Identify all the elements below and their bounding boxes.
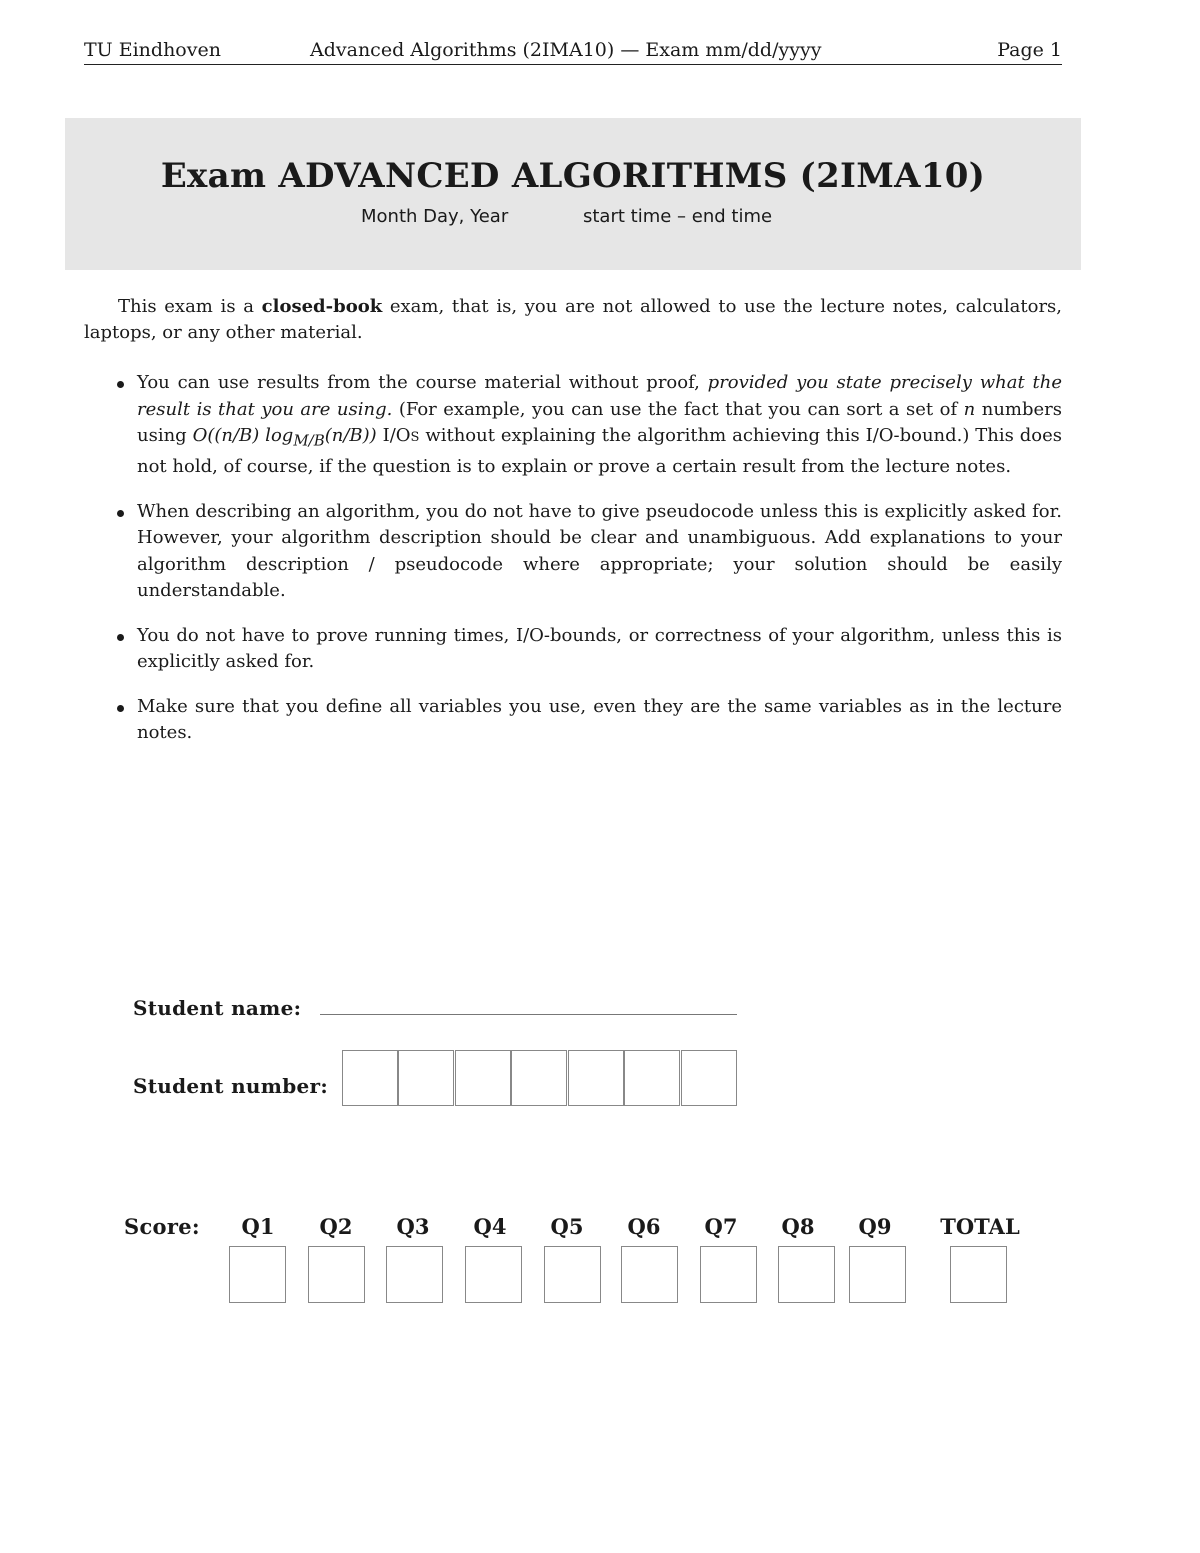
b2-text: When describing an algorithm, you do not have to give pseudocode unless this is explicitly asked for. However, your algorithm description should be clear and unambiguous. Add explanations to your algorithm description / pseudocode where appropriate; your solution should be easily understandable. xyxy=(137,500,1062,602)
instruction-item-4 xyxy=(84,694,1062,747)
student-number-box[interactable] xyxy=(455,1050,511,1106)
q9-score-box[interactable] xyxy=(849,1246,906,1303)
q3-score-box[interactable] xyxy=(386,1246,443,1303)
b3-io: I/O xyxy=(515,624,544,646)
b1-var-n: n xyxy=(963,398,976,420)
student-number-box[interactable] xyxy=(342,1050,398,1106)
q6-label: Q6 xyxy=(627,1214,661,1239)
student-number-box[interactable] xyxy=(568,1050,624,1106)
total-score-box[interactable] xyxy=(950,1246,1007,1303)
instruction-item-1 xyxy=(84,370,1062,481)
student-name-label: Student name: xyxy=(133,996,302,1020)
student-number-label: Student number: xyxy=(133,1074,329,1098)
student-number-box[interactable] xyxy=(624,1050,680,1106)
q8-label: Q8 xyxy=(781,1214,815,1239)
score-label: Score: xyxy=(124,1214,200,1239)
b1-io: I/O xyxy=(865,425,894,446)
q2-score-box[interactable] xyxy=(308,1246,365,1303)
bullet-icon xyxy=(117,705,124,712)
b1-text-4: without explaining the algorithm achieving this xyxy=(419,425,866,446)
instruction-item-2 xyxy=(84,499,1062,605)
q6-score-box[interactable] xyxy=(621,1246,678,1303)
exam-date: Month Day, Year xyxy=(361,206,509,227)
student-number-box[interactable] xyxy=(398,1050,454,1106)
b1-text: You can use results from the course material without proof, xyxy=(137,372,708,393)
q9-label: Q9 xyxy=(858,1214,892,1239)
q8-score-box[interactable] xyxy=(778,1246,835,1303)
total-label: TOTAL xyxy=(940,1214,1020,1239)
b1-formula: O((n/B) log xyxy=(192,425,294,446)
intro-paragraph xyxy=(84,294,1062,346)
instruction-list xyxy=(84,370,1062,765)
running-header xyxy=(84,36,1062,65)
student-name-field[interactable] xyxy=(320,1014,737,1015)
q4-label: Q4 xyxy=(473,1214,507,1239)
b1-italic: provided you state precisely what the result is that you are using. xyxy=(137,372,1062,420)
q7-label: Q7 xyxy=(704,1214,738,1239)
student-number-box[interactable] xyxy=(511,1050,567,1106)
title-box xyxy=(65,118,1081,270)
bullet-icon xyxy=(117,510,124,517)
student-number-box[interactable] xyxy=(681,1050,737,1106)
q1-label: Q1 xyxy=(241,1214,275,1239)
intro-bold: closed-book xyxy=(261,296,383,317)
b1-text-2: (For example, you can use the fact that you can sort a set of xyxy=(392,398,964,420)
header-course-title: Advanced Algorithms (2IMA10) — Exam mm/dd/yyyy xyxy=(310,39,822,61)
exam-time: start time – end time xyxy=(583,206,773,227)
q1-score-box[interactable] xyxy=(229,1246,286,1303)
q4-score-box[interactable] xyxy=(465,1246,522,1303)
b1-ios: I/Os xyxy=(376,425,420,446)
b1-formula-sub: M/B xyxy=(293,431,325,450)
intro-text: This exam is a xyxy=(118,296,262,317)
bullet-icon xyxy=(117,634,124,641)
b1-formula-2: (n/B)) xyxy=(324,425,377,446)
b4-text: Make sure that you define all variables you use, even they are the same variables as in the lecture notes. xyxy=(137,695,1062,744)
q3-label: Q3 xyxy=(396,1214,430,1239)
q2-label: Q2 xyxy=(319,1214,353,1239)
bullet-icon xyxy=(117,381,124,388)
header-institution: TU Eindhoven xyxy=(84,39,221,61)
q7-score-box[interactable] xyxy=(700,1246,757,1303)
instruction-item-3 xyxy=(84,623,1062,676)
b3-text-2: -bounds, or correctness of your algorithm, unless this is explicitly asked for. xyxy=(137,624,1062,673)
intro-text-rest: exam, that is, you are not allowed to use the lecture notes, calculators, laptops, or any other material. xyxy=(84,296,1063,343)
b3-text: You do not have to prove running times, xyxy=(137,624,516,646)
q5-label: Q5 xyxy=(550,1214,584,1239)
q5-score-box[interactable] xyxy=(544,1246,601,1303)
exam-title: Exam ADVANCED ALGORITHMS (2IMA10) xyxy=(160,156,986,196)
header-page-number: Page 1 xyxy=(997,39,1062,61)
b1-text-3: numbers using xyxy=(137,398,1062,446)
b1-text-5: -bound.) This does not hold, of course, if the question is to explain or prove a certain result from the lecture notes. xyxy=(137,425,1063,478)
